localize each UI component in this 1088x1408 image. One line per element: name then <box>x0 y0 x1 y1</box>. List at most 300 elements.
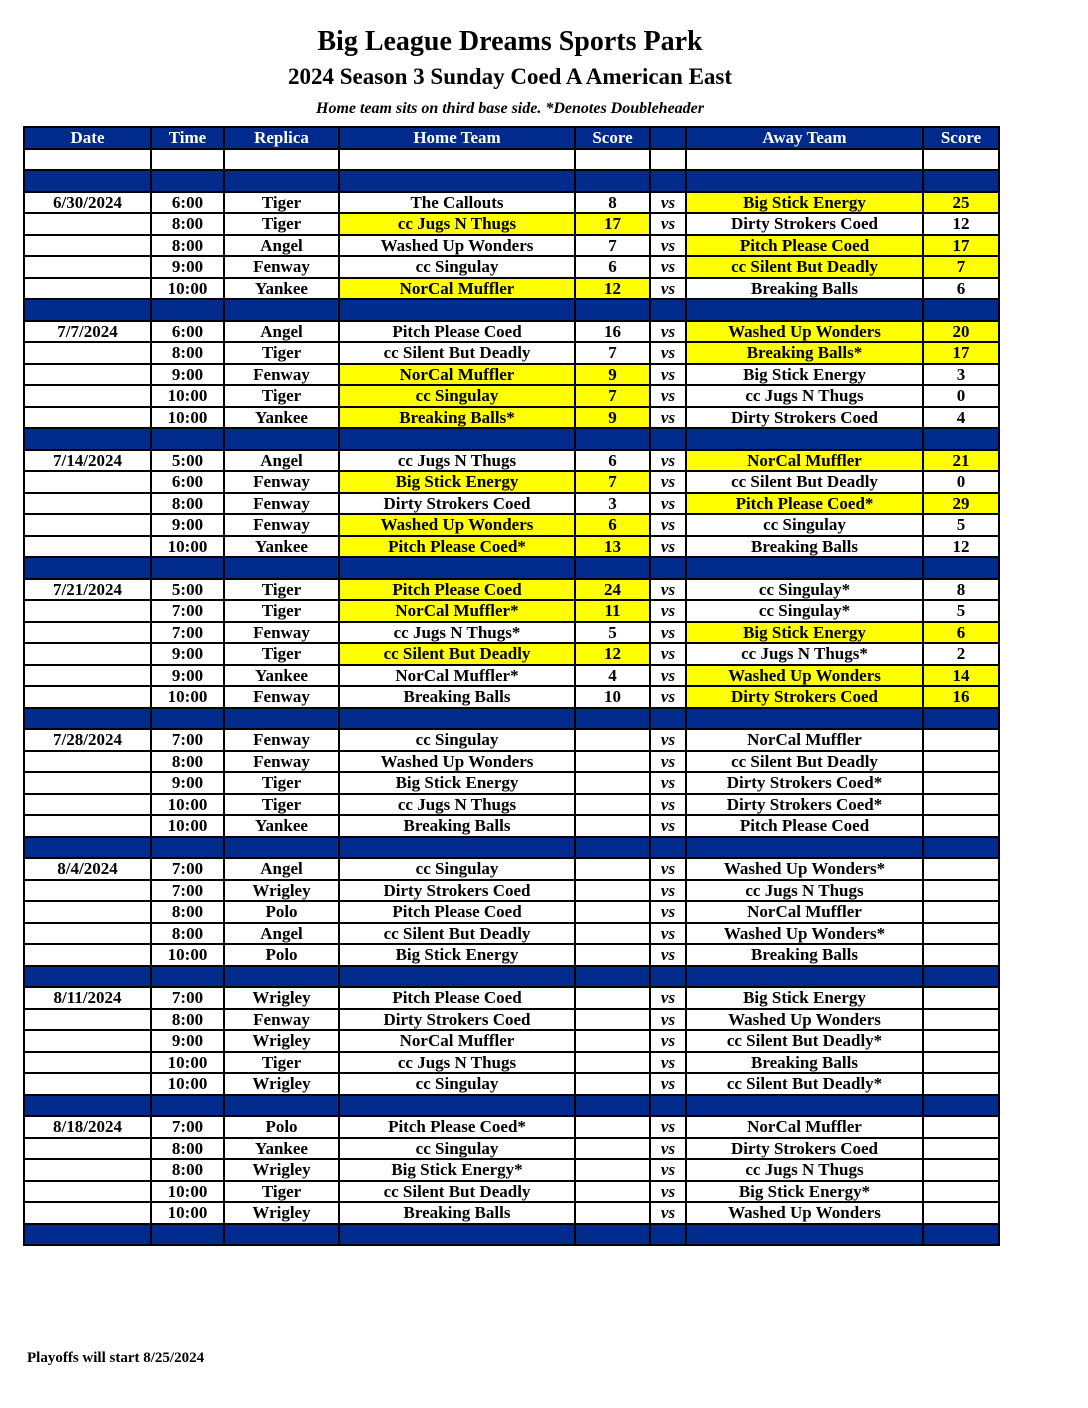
game-date: 7/7/2024 <box>24 321 151 343</box>
game-time: 9:00 <box>151 514 224 536</box>
schedule-body <box>24 149 999 1246</box>
home-team: cc Silent But Deadly <box>339 1181 575 1203</box>
game-time: 10:00 <box>151 1181 224 1203</box>
game-date: 7/14/2024 <box>24 450 151 472</box>
game-replica: Fenway <box>224 729 339 751</box>
empty-cell <box>339 149 575 171</box>
away-team: Breaking Balls <box>686 944 923 966</box>
separator-cell <box>24 170 151 192</box>
away-team: Breaking Balls <box>686 278 923 300</box>
home-team: cc Silent But Deadly <box>339 643 575 665</box>
game-time: 7:00 <box>151 987 224 1009</box>
game-time: 7:00 <box>151 858 224 880</box>
game-date <box>24 944 151 966</box>
separator-cell <box>224 837 339 859</box>
separator-cell <box>151 1095 224 1117</box>
home-team: Dirty Strokers Coed <box>339 493 575 515</box>
game-row <box>24 407 999 429</box>
away-team: NorCal Muffler <box>686 1116 923 1138</box>
vs-label: vs <box>650 1181 686 1203</box>
away-score: 6 <box>923 622 999 644</box>
game-row <box>24 643 999 665</box>
separator-cell <box>575 170 650 192</box>
game-replica: Wrigley <box>224 1073 339 1095</box>
away-score: 12 <box>923 213 999 235</box>
header-row <box>24 127 999 149</box>
away-team: Pitch Please Coed* <box>686 493 923 515</box>
separator-cell <box>24 966 151 988</box>
away-team: Dirty Strokers Coed <box>686 686 923 708</box>
vs-label: vs <box>650 600 686 622</box>
home-score: 9 <box>575 407 650 429</box>
vs-label: vs <box>650 923 686 945</box>
game-time: 8:00 <box>151 1009 224 1031</box>
home-score: 24 <box>575 579 650 601</box>
home-team: Big Stick Energy <box>339 471 575 493</box>
game-replica: Angel <box>224 923 339 945</box>
game-row <box>24 579 999 601</box>
separator-cell <box>224 708 339 730</box>
separator-cell <box>923 1095 999 1117</box>
separator-cell <box>339 837 575 859</box>
game-row <box>24 858 999 880</box>
home-team: Big Stick Energy* <box>339 1159 575 1181</box>
separator-cell <box>151 966 224 988</box>
home-team: Washed Up Wonders <box>339 235 575 257</box>
game-time: 6:00 <box>151 192 224 214</box>
vs-label: vs <box>650 493 686 515</box>
vs-label: vs <box>650 256 686 278</box>
away-team: cc Singulay <box>686 514 923 536</box>
away-score: 4 <box>923 407 999 429</box>
home-score: 11 <box>575 600 650 622</box>
separator-cell <box>24 1224 151 1246</box>
game-replica: Tiger <box>224 192 339 214</box>
home-score: 12 <box>575 643 650 665</box>
away-score <box>923 751 999 773</box>
home-team: Pitch Please Coed <box>339 901 575 923</box>
separator-cell <box>650 299 686 321</box>
separator-cell <box>339 1095 575 1117</box>
vs-label: vs <box>650 729 686 751</box>
game-time: 10:00 <box>151 794 224 816</box>
schedule-table <box>23 126 1000 1246</box>
away-score <box>923 880 999 902</box>
game-date: 7/28/2024 <box>24 729 151 751</box>
home-team: cc Jugs N Thugs <box>339 450 575 472</box>
vs-label: vs <box>650 1073 686 1095</box>
separator-cell <box>575 837 650 859</box>
header-away-team: Away Team <box>686 127 923 149</box>
home-team: cc Singulay <box>339 256 575 278</box>
game-replica: Wrigley <box>224 1159 339 1181</box>
game-time: 5:00 <box>151 579 224 601</box>
separator-cell <box>650 557 686 579</box>
away-score: 20 <box>923 321 999 343</box>
game-replica: Wrigley <box>224 880 339 902</box>
separator-cell <box>575 557 650 579</box>
game-time: 10:00 <box>151 385 224 407</box>
separator-cell <box>650 708 686 730</box>
away-team: Washed Up Wonders <box>686 1202 923 1224</box>
week-separator-row <box>24 428 999 450</box>
week-separator-row <box>24 1095 999 1117</box>
vs-label: vs <box>650 536 686 558</box>
game-replica: Yankee <box>224 407 339 429</box>
separator-cell <box>686 708 923 730</box>
separator-cell <box>339 966 575 988</box>
home-team: cc Singulay <box>339 858 575 880</box>
home-score: 13 <box>575 536 650 558</box>
away-score: 17 <box>923 342 999 364</box>
game-time: 9:00 <box>151 643 224 665</box>
empty-cell <box>151 149 224 171</box>
away-team: Washed Up Wonders <box>686 665 923 687</box>
header-home-team: Home Team <box>339 127 575 149</box>
game-replica: Polo <box>224 1116 339 1138</box>
game-row <box>24 1138 999 1160</box>
game-row <box>24 1159 999 1181</box>
away-team: Big Stick Energy <box>686 364 923 386</box>
game-date <box>24 686 151 708</box>
game-date <box>24 471 151 493</box>
away-team: Big Stick Energy <box>686 192 923 214</box>
game-row <box>24 944 999 966</box>
game-date: 8/11/2024 <box>24 987 151 1009</box>
away-team: NorCal Muffler <box>686 729 923 751</box>
game-row <box>24 471 999 493</box>
game-replica: Fenway <box>224 622 339 644</box>
home-score <box>575 987 650 1009</box>
game-date: 8/4/2024 <box>24 858 151 880</box>
empty-cell <box>24 149 151 171</box>
home-team: cc Singulay <box>339 385 575 407</box>
page-title: Big League Dreams Sports Park <box>317 26 703 57</box>
away-score: 25 <box>923 192 999 214</box>
game-date <box>24 213 151 235</box>
home-team: Washed Up Wonders <box>339 514 575 536</box>
away-score: 14 <box>923 665 999 687</box>
vs-label: vs <box>650 1030 686 1052</box>
game-replica: Fenway <box>224 256 339 278</box>
separator-cell <box>923 428 999 450</box>
away-team: cc Jugs N Thugs <box>686 1159 923 1181</box>
game-date <box>24 493 151 515</box>
page-note: Home team sits on third base side. *Denotes Doubleheader <box>316 100 704 117</box>
home-team: cc Jugs N Thugs <box>339 1052 575 1074</box>
week-separator-row <box>24 557 999 579</box>
separator-cell <box>151 170 224 192</box>
game-row <box>24 815 999 837</box>
away-team: cc Silent But Deadly <box>686 471 923 493</box>
away-team: cc Jugs N Thugs* <box>686 643 923 665</box>
away-team: Breaking Balls <box>686 1052 923 1074</box>
home-team: Big Stick Energy <box>339 944 575 966</box>
vs-label: vs <box>650 278 686 300</box>
week-separator-row <box>24 966 999 988</box>
vs-label: vs <box>650 987 686 1009</box>
home-score <box>575 1159 650 1181</box>
home-score: 6 <box>575 256 650 278</box>
game-replica: Polo <box>224 901 339 923</box>
separator-cell <box>923 557 999 579</box>
game-date: 7/21/2024 <box>24 579 151 601</box>
game-row <box>24 364 999 386</box>
separator-cell <box>24 557 151 579</box>
home-team: Breaking Balls* <box>339 407 575 429</box>
separator-cell <box>686 1095 923 1117</box>
separator-cell <box>575 1224 650 1246</box>
game-time: 7:00 <box>151 622 224 644</box>
vs-label: vs <box>650 213 686 235</box>
game-row <box>24 729 999 751</box>
home-team: NorCal Muffler <box>339 364 575 386</box>
home-score <box>575 901 650 923</box>
away-score: 29 <box>923 493 999 515</box>
away-team: Dirty Strokers Coed* <box>686 772 923 794</box>
vs-label: vs <box>650 643 686 665</box>
home-score <box>575 1116 650 1138</box>
game-time: 8:00 <box>151 235 224 257</box>
away-score <box>923 1159 999 1181</box>
home-team: Pitch Please Coed <box>339 579 575 601</box>
home-score: 6 <box>575 450 650 472</box>
game-date <box>24 1181 151 1203</box>
game-replica: Tiger <box>224 772 339 794</box>
game-date <box>24 235 151 257</box>
game-row <box>24 794 999 816</box>
game-date <box>24 342 151 364</box>
game-date <box>24 1159 151 1181</box>
game-time: 9:00 <box>151 1030 224 1052</box>
game-time: 5:00 <box>151 450 224 472</box>
game-replica: Fenway <box>224 686 339 708</box>
home-score <box>575 1073 650 1095</box>
vs-label: vs <box>650 1159 686 1181</box>
game-row <box>24 213 999 235</box>
header-date: Date <box>24 127 151 149</box>
game-replica: Angel <box>224 858 339 880</box>
game-replica: Tiger <box>224 213 339 235</box>
game-time: 10:00 <box>151 1073 224 1095</box>
away-score <box>923 1116 999 1138</box>
game-replica: Yankee <box>224 665 339 687</box>
game-row <box>24 1073 999 1095</box>
home-team: Dirty Strokers Coed <box>339 880 575 902</box>
game-row <box>24 493 999 515</box>
game-time: 10:00 <box>151 815 224 837</box>
away-team: cc Silent But Deadly* <box>686 1030 923 1052</box>
home-team: Pitch Please Coed* <box>339 536 575 558</box>
away-team: Washed Up Wonders <box>686 1009 923 1031</box>
away-team: Dirty Strokers Coed <box>686 213 923 235</box>
separator-cell <box>339 708 575 730</box>
game-date <box>24 256 151 278</box>
away-score <box>923 1202 999 1224</box>
home-team: Breaking Balls <box>339 1202 575 1224</box>
empty-cell <box>575 149 650 171</box>
empty-cell <box>650 149 686 171</box>
away-score: 6 <box>923 278 999 300</box>
home-score: 7 <box>575 235 650 257</box>
separator-cell <box>650 170 686 192</box>
home-score <box>575 923 650 945</box>
game-replica: Tiger <box>224 600 339 622</box>
away-score: 17 <box>923 235 999 257</box>
away-team: Breaking Balls <box>686 536 923 558</box>
separator-cell <box>339 557 575 579</box>
separator-cell <box>339 1224 575 1246</box>
game-replica: Tiger <box>224 1052 339 1074</box>
vs-label: vs <box>650 514 686 536</box>
home-score: 3 <box>575 493 650 515</box>
home-team: NorCal Muffler* <box>339 600 575 622</box>
game-row <box>24 751 999 773</box>
game-time: 7:00 <box>151 729 224 751</box>
home-team: Big Stick Energy <box>339 772 575 794</box>
game-row <box>24 342 999 364</box>
week-separator-row <box>24 170 999 192</box>
separator-cell <box>923 1224 999 1246</box>
home-team: Washed Up Wonders <box>339 751 575 773</box>
home-score <box>575 1138 650 1160</box>
game-date: 8/18/2024 <box>24 1116 151 1138</box>
vs-label: vs <box>650 1116 686 1138</box>
game-date <box>24 1009 151 1031</box>
game-replica: Fenway <box>224 493 339 515</box>
home-team: cc Singulay <box>339 1138 575 1160</box>
separator-cell <box>24 299 151 321</box>
away-team: cc Jugs N Thugs <box>686 880 923 902</box>
game-replica: Tiger <box>224 385 339 407</box>
game-row <box>24 235 999 257</box>
separator-cell <box>24 1095 151 1117</box>
game-replica: Angel <box>224 235 339 257</box>
vs-label: vs <box>650 944 686 966</box>
vs-label: vs <box>650 192 686 214</box>
separator-cell <box>224 966 339 988</box>
home-score: 7 <box>575 471 650 493</box>
game-replica: Wrigley <box>224 1030 339 1052</box>
vs-label: vs <box>650 858 686 880</box>
game-time: 8:00 <box>151 213 224 235</box>
home-team: Breaking Balls <box>339 815 575 837</box>
week-separator-row <box>24 837 999 859</box>
separator-cell <box>24 428 151 450</box>
home-team: cc Jugs N Thugs* <box>339 622 575 644</box>
game-replica: Yankee <box>224 1138 339 1160</box>
week-separator-row <box>24 1224 999 1246</box>
away-score <box>923 858 999 880</box>
game-time: 10:00 <box>151 278 224 300</box>
away-team: Big Stick Energy* <box>686 1181 923 1203</box>
empty-cell <box>686 149 923 171</box>
away-team: Washed Up Wonders <box>686 321 923 343</box>
game-date <box>24 1052 151 1074</box>
home-team: cc Singulay <box>339 1073 575 1095</box>
home-score <box>575 880 650 902</box>
home-team: cc Jugs N Thugs <box>339 213 575 235</box>
home-score: 9 <box>575 364 650 386</box>
away-score: 0 <box>923 385 999 407</box>
game-row <box>24 923 999 945</box>
away-score <box>923 772 999 794</box>
game-date <box>24 665 151 687</box>
game-time: 6:00 <box>151 321 224 343</box>
game-row <box>24 1202 999 1224</box>
home-team: cc Silent But Deadly <box>339 923 575 945</box>
vs-label: vs <box>650 342 686 364</box>
separator-cell <box>339 299 575 321</box>
home-score <box>575 751 650 773</box>
home-score: 17 <box>575 213 650 235</box>
home-team: Dirty Strokers Coed <box>339 1009 575 1031</box>
game-row <box>24 622 999 644</box>
game-time: 7:00 <box>151 600 224 622</box>
game-replica: Yankee <box>224 815 339 837</box>
game-date <box>24 815 151 837</box>
away-score: 2 <box>923 643 999 665</box>
game-date <box>24 1202 151 1224</box>
home-score: 8 <box>575 192 650 214</box>
away-score <box>923 1073 999 1095</box>
away-score: 16 <box>923 686 999 708</box>
away-team: Washed Up Wonders* <box>686 923 923 945</box>
away-team: NorCal Muffler <box>686 901 923 923</box>
game-time: 9:00 <box>151 665 224 687</box>
header-time: Time <box>151 127 224 149</box>
home-team: Pitch Please Coed <box>339 321 575 343</box>
away-team: Washed Up Wonders* <box>686 858 923 880</box>
away-score <box>923 1181 999 1203</box>
game-replica: Yankee <box>224 278 339 300</box>
away-score: 7 <box>923 256 999 278</box>
away-score: 8 <box>923 579 999 601</box>
separator-cell <box>224 1224 339 1246</box>
game-replica: Fenway <box>224 751 339 773</box>
separator-cell <box>686 557 923 579</box>
separator-cell <box>686 837 923 859</box>
page-subtitle: 2024 Season 3 Sunday Coed A American East <box>287 64 733 89</box>
game-row <box>24 385 999 407</box>
game-date <box>24 536 151 558</box>
home-team: Breaking Balls <box>339 686 575 708</box>
header-home-score: Score <box>575 127 650 149</box>
away-team: cc Singulay* <box>686 600 923 622</box>
home-score <box>575 772 650 794</box>
away-score: 5 <box>923 600 999 622</box>
home-score: 5 <box>575 622 650 644</box>
game-date <box>24 364 151 386</box>
away-team: Big Stick Energy <box>686 987 923 1009</box>
game-time: 7:00 <box>151 1116 224 1138</box>
vs-label: vs <box>650 622 686 644</box>
game-date <box>24 751 151 773</box>
empty-cell <box>923 149 999 171</box>
separator-cell <box>224 1095 339 1117</box>
game-row <box>24 1030 999 1052</box>
game-row <box>24 880 999 902</box>
home-score: 7 <box>575 385 650 407</box>
separator-cell <box>151 708 224 730</box>
game-date <box>24 880 151 902</box>
game-row <box>24 536 999 558</box>
away-team: cc Silent But Deadly <box>686 751 923 773</box>
separator-cell <box>151 837 224 859</box>
home-score <box>575 1030 650 1052</box>
away-score <box>923 901 999 923</box>
game-time: 10:00 <box>151 407 224 429</box>
